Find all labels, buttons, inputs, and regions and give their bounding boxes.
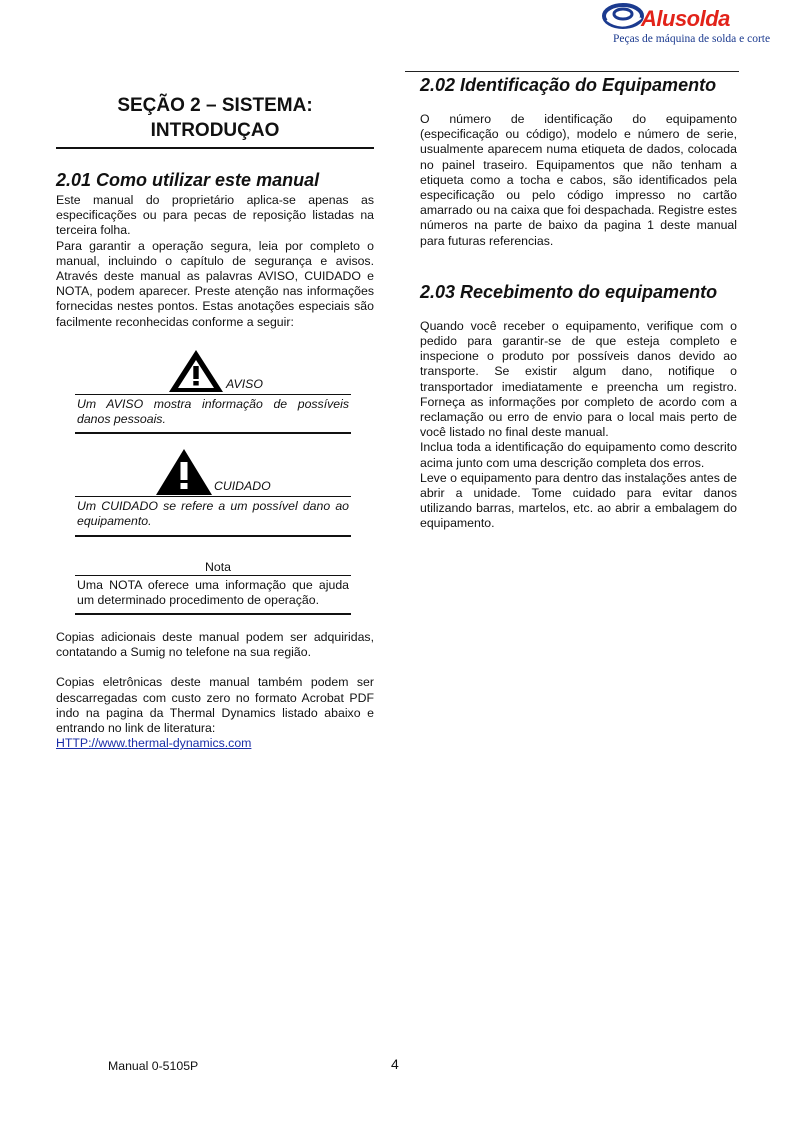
- page-number: 4: [391, 1056, 399, 1072]
- logo-wordmark: Alusolda: [641, 6, 730, 31]
- heading-2-02: 2.02 Identificação do Equipamento: [420, 75, 717, 95]
- paragraph-2-01-scope: Este manual do proprietário aplica-se apenas as especificações ou para pecas de reposição listadas na terceira folha.: [56, 193, 374, 238]
- left-column: [56, 93, 374, 751]
- nota-notice: [75, 559, 351, 615]
- section-title-line1: SEÇÃO 2 – SISTEMA:: [117, 95, 313, 116]
- cuidado-label: CUIDADO: [214, 479, 271, 494]
- paragraph-2-03-receiving: Quando você receber o equipamento, verifique com o pedido para garantir-se de que esteja completo e inspecione o produto por possíveis danos devido ao transporte. Se existir algum dano, notifique o transportador imediatamente e preencha um registro. Forneça as informações por completo de acordo com a reclamação ou erro de envio para o local mais perto de você listado no final deste manual.: [420, 318, 737, 440]
- nota-label: Nota: [205, 559, 231, 574]
- paragraph-2-02: O número de identificação do equipamento (especificação ou código), modelo e número de serie, usualmente aparecem numa etiqueta de dados, colocada no painel traseiro. Equipamentos que não tenham a etiqueta como a tocha e cabos, são identificados pela especificação ou pelo código impresso no cartão amarrado ou na caixa que foi despachada. Registre estes números na parte de baixo da pagina 1 deste manual para futuras referencias.: [420, 112, 737, 248]
- aviso-notice-head: [75, 348, 351, 394]
- paragraph-2-01-safety: Para garantir a operação segura, leia por completo o manual, incluindo o capítulo de segurança e avisos. Através deste manual as palavras AVISO, CUIDADO e NOTA, podem aparecer. Preste atenção nas informações fornecidas nestes pontos. Estas anotações especiais são facilmente reconhecidas conforme a seguir:: [56, 238, 374, 329]
- aviso-notice: [75, 348, 351, 434]
- alusolda-logo: [601, 2, 771, 48]
- thermal-dynamics-link[interactable]: HTTP://www.thermal-dynamics.com: [56, 736, 252, 751]
- section-title-line2: INTRODUÇAO: [150, 120, 280, 141]
- aviso-label: AVISO: [226, 376, 263, 391]
- paragraph-copias: Copias adicionais deste manual podem ser adquiridas, contatando a Sumig no telefone na sua região.: [56, 630, 374, 660]
- right-column: [420, 74, 737, 532]
- header-divider: [405, 71, 739, 72]
- heading-2-03: 2.03 Recebimento do equipamento: [420, 281, 718, 302]
- footer-manual-id: Manual 0-5105P: [108, 1059, 199, 1073]
- aviso-text: Um AVISO mostra informação de possíveis danos pessoais.: [75, 394, 351, 434]
- cuidado-text: Um CUIDADO se refere a um possível dano ao equipamento.: [75, 496, 351, 536]
- heading-2-01: 2.01 Como utilizar este manual: [56, 170, 320, 190]
- paragraph-2-03-identification: Inclua toda a identificação do equipamento como descrito acima junto com uma descrição completa dos erros.: [420, 440, 737, 470]
- paragraph-2-03-unpacking: Leve o equipamento para dentro das instalações antes de abrir a unidade. Tome cuidado para evitar danos utilizando barras, martelos, etc. ao abrir a embalagem do equipamento.: [420, 470, 737, 531]
- warning-triangle-icon: [167, 348, 225, 394]
- cuidado-notice: [75, 448, 351, 536]
- cuidado-notice-head: [75, 448, 351, 496]
- nota-text: Uma NOTA oferece uma informação que ajuda um determinado procedimento de operação.: [75, 575, 351, 615]
- section-title: [56, 93, 374, 149]
- caution-triangle-icon: [155, 448, 213, 496]
- paragraph-copias-eletronicas: Copias eletrônicas deste manual também podem ser descarregadas com custo zero no formato Acrobat PDF indo na pagina da Thermal Dynamics listado abaixo e entrando no link de literatura:: [56, 675, 374, 736]
- logo-tagline: Peças de máquina de solda e corte: [613, 33, 771, 45]
